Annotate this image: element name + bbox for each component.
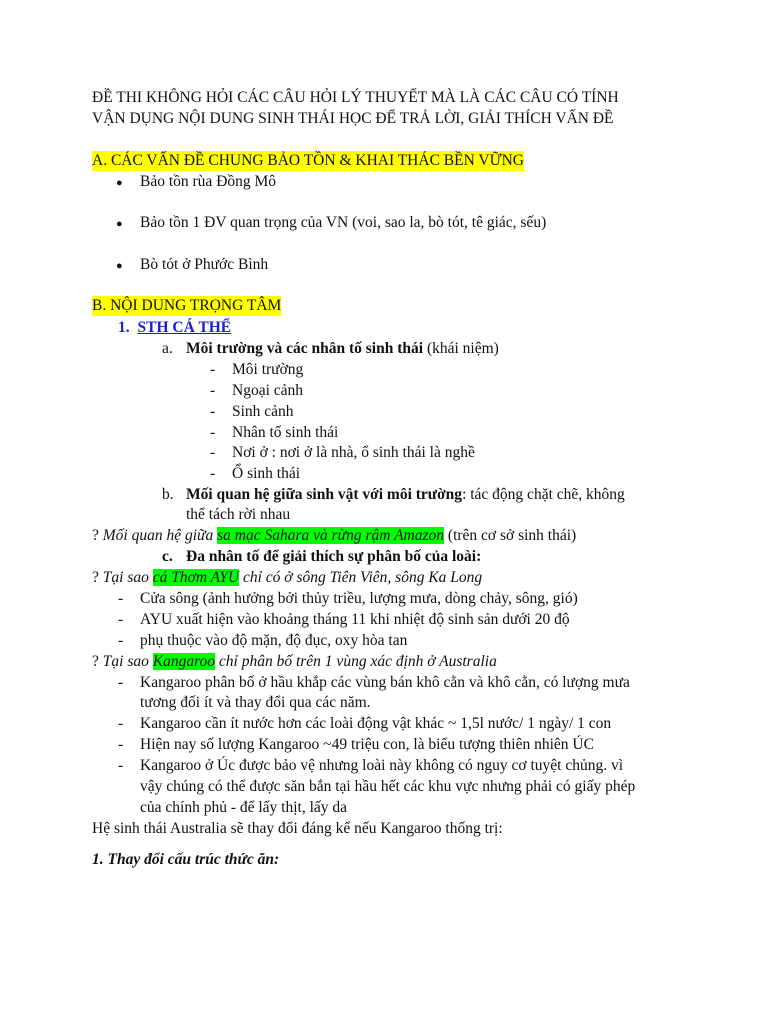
dash-icon: -	[210, 444, 216, 461]
q2-rest: chỉ có ở sông Tiên Viên, sông Ka Long	[239, 569, 483, 586]
subitem-b-bold: Mối quan hệ giữa sinh vật với môi trường	[186, 486, 463, 503]
q2-prefix: ?	[92, 569, 103, 586]
a-item-5: Nơi ở : nơi ở là nhà, ổ sinh thái là nghề	[232, 444, 475, 461]
item-1-number: 1.	[118, 319, 130, 336]
dash-icon: -	[118, 674, 124, 691]
item-1	[118, 318, 231, 338]
bullet-icon: ●	[116, 218, 123, 230]
subheading: 1. Thay đổi cấu trúc thức ăn:	[92, 851, 280, 868]
q3-item-4-line-3: của chính phủ - để lấy thịt, lấy da	[140, 799, 348, 816]
a-item-1: Môi trường	[232, 361, 304, 378]
a-item-2: Ngoại cảnh	[232, 382, 304, 399]
a-item-6: Ổ sinh thái	[232, 465, 301, 482]
subitem-c-marker: c.	[162, 548, 173, 565]
dash-icon: -	[118, 736, 124, 753]
dash-icon: -	[210, 382, 216, 399]
q2-highlight: cá Thơm AYU	[152, 569, 240, 586]
subitem-c: Đa nhân tố để giải thích sự phân bố của loài:	[186, 548, 482, 565]
dash-icon: -	[210, 361, 216, 378]
q3-italic: Tại sao	[102, 653, 153, 670]
closing-text: Hệ sinh thái Australia sẽ thay đổi đáng kể nếu Kangaroo thống trị:	[92, 820, 503, 837]
q2-item-2: AYU xuất hiện vào khoảng tháng 11 khi nhiệt độ sinh sản dưới 20 độ	[140, 611, 570, 628]
dash-icon: -	[118, 715, 124, 732]
a-item-4: Nhân tố sinh thái	[232, 424, 339, 441]
q3-item-1-line-2: tương đối ít và thay đổi qua các năm.	[140, 694, 371, 711]
dash-icon: -	[210, 465, 216, 482]
question-1	[92, 526, 576, 546]
subitem-a	[186, 339, 499, 359]
subitem-b-cont: thể tách rời nhau	[186, 506, 291, 523]
q1-prefix: ?	[92, 527, 103, 544]
question-2	[92, 568, 482, 588]
section-a-heading: A. CÁC VẤN ĐỀ CHUNG BẢO TỒN & KHAI THÁC BỀN VỮNG	[92, 152, 524, 169]
q3-item-4-line-2: vậy chúng có thể được săn bắn tại hầu hết các khu vực nhưng phải có giấy phép	[140, 778, 636, 795]
dash-icon: -	[210, 403, 216, 420]
q2-item-3: phụ thuộc vào độ mặn, độ đục, oxy hòa tan	[140, 632, 408, 649]
q1-highlight: sa mạc Sahara và rừng rậm Amazon	[217, 527, 445, 544]
q2-item-1: Cửa sông (ảnh hưởng bởi thủy triều, lượng mưa, dòng chảy, sông, gió)	[140, 590, 578, 607]
subitem-a-bold: Môi trường và các nhân tố sinh thái	[186, 340, 424, 357]
q3-prefix: ?	[92, 653, 103, 670]
bullet-icon: ●	[116, 177, 123, 189]
q1-rest: (trên cơ sở sinh thái)	[444, 527, 577, 544]
dash-icon: -	[210, 424, 216, 441]
subitem-b	[186, 485, 625, 505]
section-a-bullet-3: Bò tót ở Phước Bình	[140, 256, 269, 273]
q3-rest: chỉ phân bố trên 1 vùng xác định ở Australia	[215, 653, 497, 670]
q3-item-3: Hiện nay số lượng Kangaroo ~49 triệu con, là biểu tượng thiên nhiên ÚC	[140, 736, 594, 753]
section-a-bullet-2: Bảo tồn 1 ĐV quan trọng của VN (voi, sao la, bò tót, tê giác, sếu)	[140, 214, 547, 231]
title-line-2: VẬN DỤNG NỘI DUNG SINH THÁI HỌC ĐỂ TRẢ LỜI, GIẢI THÍCH VẤN ĐỀ	[92, 110, 614, 127]
q3-highlight: Kangaroo	[152, 653, 216, 670]
q2-italic: Tại sao	[102, 569, 153, 586]
subitem-b-rest: : tác động chặt chẽ, không	[462, 486, 625, 503]
subitem-a-marker: a.	[162, 340, 173, 357]
item-1-label[interactable]: STH CÁ THỂ	[137, 319, 232, 336]
section-a-bullet-1: Bảo tồn rùa Đồng Mô	[140, 173, 277, 190]
section-b-heading: B. NỘI DUNG TRỌNG TÂM	[92, 297, 282, 314]
question-3	[92, 652, 497, 672]
subitem-b-marker: b.	[162, 486, 174, 503]
q3-item-1-line-1: Kangaroo phân bố ở hầu khắp các vùng bán khô cằn và khô cằn, có lượng mưa	[140, 674, 630, 691]
title-line-1: ĐỀ THI KHÔNG HỎI CÁC CÂU HỎI LÝ THUYẾT MÀ LÀ CÁC CÂU CÓ TÍNH	[92, 89, 619, 106]
dash-icon: -	[118, 590, 124, 607]
bullet-icon: ●	[116, 260, 123, 272]
q3-item-4-line-1: Kangaroo ở Úc được bảo vệ nhưng loài này không có nguy cơ tuyệt chủng. vì	[140, 757, 624, 774]
q1-italic: Mối quan hệ giữa	[102, 527, 218, 544]
dash-icon: -	[118, 757, 124, 774]
q3-item-2: Kangaroo cần ít nước hơn các loài động vật khác ~ 1,5l nước/ 1 ngày/ 1 con	[140, 715, 612, 732]
dash-icon: -	[118, 632, 124, 649]
a-item-3: Sinh cảnh	[232, 403, 294, 420]
subitem-a-rest: (khái niệm)	[423, 340, 499, 357]
dash-icon: -	[118, 611, 124, 628]
